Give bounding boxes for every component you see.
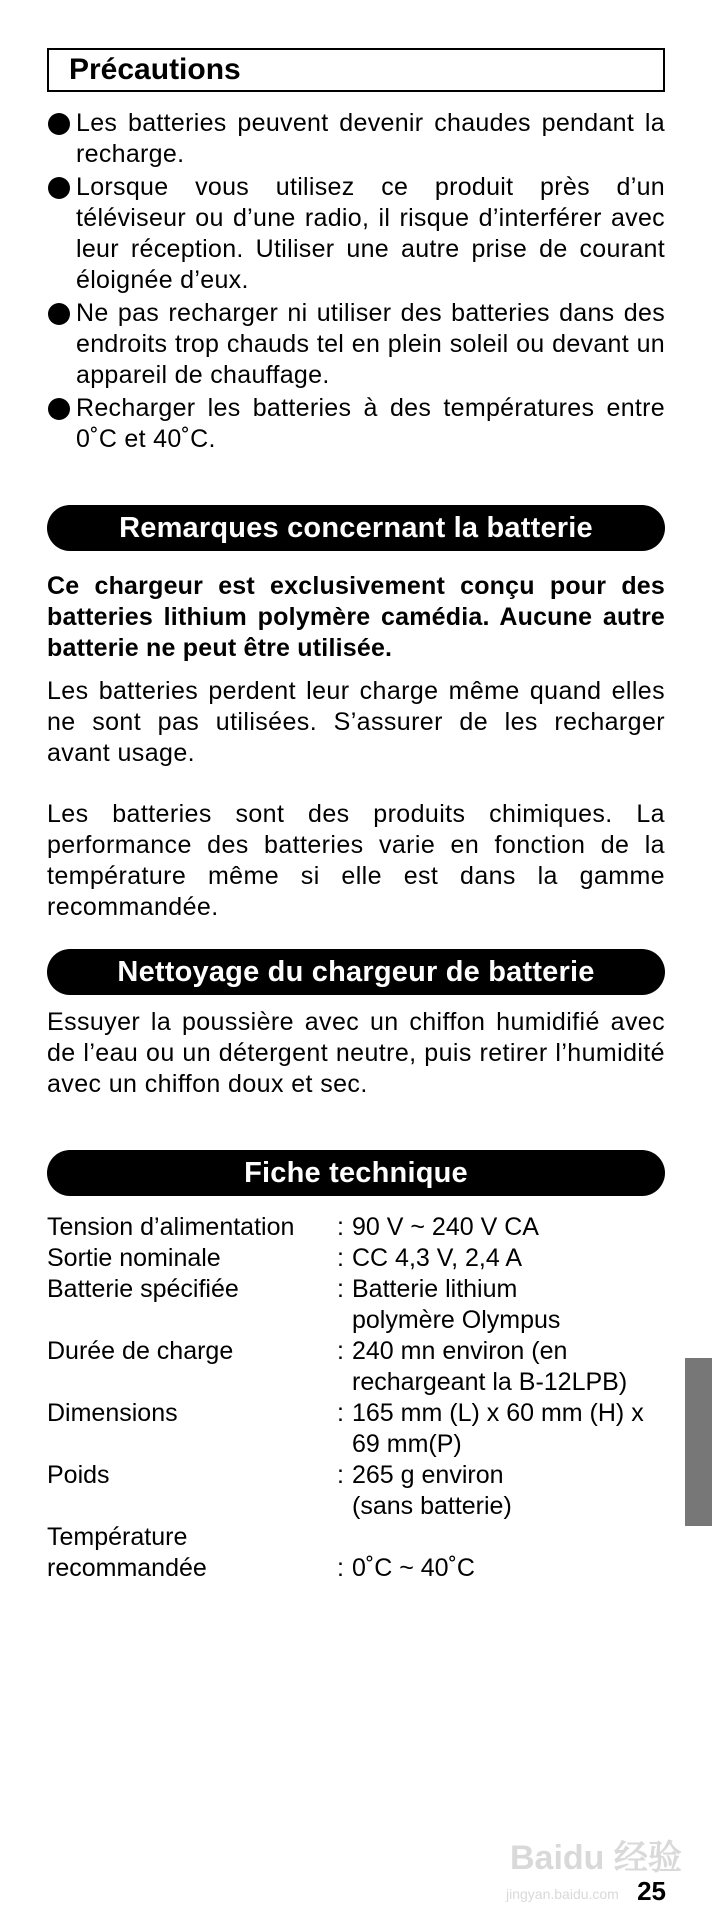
spec-colon: : — [337, 1399, 344, 1427]
spec-row-duree — [47, 1336, 665, 1398]
bullet-dot-icon — [48, 177, 70, 199]
spec-value: 90 V ~ 240 V CA — [352, 1213, 539, 1241]
bullet-dot-icon — [48, 303, 70, 325]
precaution-item — [47, 298, 665, 391]
spec-value — [352, 1336, 665, 1398]
remarques-bold-paragraph: Ce chargeur est exclusivement conçu pour des batteries lithium polymère camédia. Aucune autre batterie ne peut être utilisée. — [47, 572, 665, 662]
spec-value — [352, 1398, 665, 1460]
side-tab-marker — [685, 1358, 712, 1526]
fiche-heading: Fiche technique — [47, 1150, 665, 1196]
precaution-item — [47, 172, 665, 296]
spec-value: CC 4,3 V, 2,4 A — [352, 1244, 523, 1272]
remarques-paragraph-2: Les batteries sont des produits chimiques. La performance des batteries varie en fonction de la température même si elle est dans la gamme recommandée. — [47, 800, 665, 921]
spec-label — [47, 1522, 337, 1584]
spec-value-line: 0˚C ~ 40˚C — [352, 1554, 475, 1582]
watermark-logo: Baidu 经验 — [510, 1839, 682, 1877]
spec-label: Sortie nominale — [47, 1244, 221, 1272]
spec-value — [352, 1274, 665, 1336]
spec-colon: : — [337, 1275, 344, 1303]
bullet-dot-icon — [48, 113, 70, 135]
spec-row-tension — [47, 1212, 665, 1243]
spec-value-line: polymère Olympus — [352, 1306, 561, 1334]
spec-value — [352, 1460, 665, 1522]
spec-colon: : — [337, 1337, 344, 1365]
spec-value-line: Batterie lithium — [352, 1275, 518, 1303]
spec-label: Tension d’alimentation — [47, 1213, 295, 1241]
page-number: 25 — [637, 1876, 666, 1906]
precaution-item — [47, 108, 665, 170]
precaution-text: Ne pas recharger ni utiliser des batteries dans des endroits trop chauds tel en plein soleil ou devant un appareil de chauffage. — [76, 299, 665, 389]
watermark-url: jingyan.baidu.com — [506, 1886, 619, 1902]
spec-label-line: recommandée — [47, 1554, 207, 1582]
nettoyage-paragraph: Essuyer la poussière avec un chiffon humidifié avec de l’eau ou un détergent neutre, puis retirer l’humidité avec un chiffon doux et sec. — [47, 1008, 665, 1098]
remarques-heading: Remarques concernant la batterie — [47, 505, 665, 551]
spec-colon: : — [337, 1213, 344, 1241]
spec-value-line: (sans batterie) — [352, 1492, 512, 1520]
spec-row-temperature — [47, 1522, 665, 1584]
spec-value-line: rechargeant la B-12LPB) — [352, 1368, 628, 1396]
spec-colon: : — [337, 1461, 344, 1489]
spec-value-line: 69 mm(P) — [352, 1430, 462, 1458]
precaution-text: Les batteries peuvent devenir chaudes pendant la recharge. — [76, 109, 665, 168]
spec-value-line: 265 g environ — [352, 1461, 504, 1489]
spec-colon: : — [337, 1244, 344, 1272]
nettoyage-heading: Nettoyage du chargeur de batterie — [47, 949, 665, 995]
spec-label: Poids — [47, 1461, 110, 1489]
precaution-text: Recharger les batteries à des températures entre 0˚C et 40˚C. — [76, 394, 665, 453]
precaution-item — [47, 393, 665, 455]
spec-value — [352, 1522, 665, 1584]
precautions-heading: Précautions — [47, 48, 665, 92]
spec-value-line: 240 mn environ (en — [352, 1337, 568, 1365]
manual-page — [47, 48, 665, 1584]
bullet-dot-icon — [48, 398, 70, 420]
precaution-text: Lorsque vous utilisez ce produit près d’un téléviseur ou d’une radio, il risque d’interférer avec leur réception. Utiliser une autre prise de courant éloignée d’eux. — [76, 173, 665, 294]
remarques-paragraph-1: Les batteries perdent leur charge même quand elles ne sont pas utilisées. S’assurer de les recharger avant usage. — [47, 677, 665, 767]
spec-colon: : — [337, 1554, 344, 1582]
spec-row-sortie — [47, 1243, 665, 1274]
spec-row-batterie — [47, 1274, 665, 1336]
spec-value-line: 165 mm (L) x 60 mm (H) x — [352, 1399, 644, 1427]
spec-label: Batterie spécifiée — [47, 1275, 239, 1303]
spec-label-line: Température — [47, 1523, 188, 1551]
precautions-list — [47, 108, 665, 455]
spec-label: Dimensions — [47, 1399, 178, 1427]
spec-row-poids — [47, 1460, 665, 1522]
spec-row-dimensions — [47, 1398, 665, 1460]
spec-table — [47, 1212, 665, 1584]
spec-label: Durée de charge — [47, 1337, 234, 1365]
